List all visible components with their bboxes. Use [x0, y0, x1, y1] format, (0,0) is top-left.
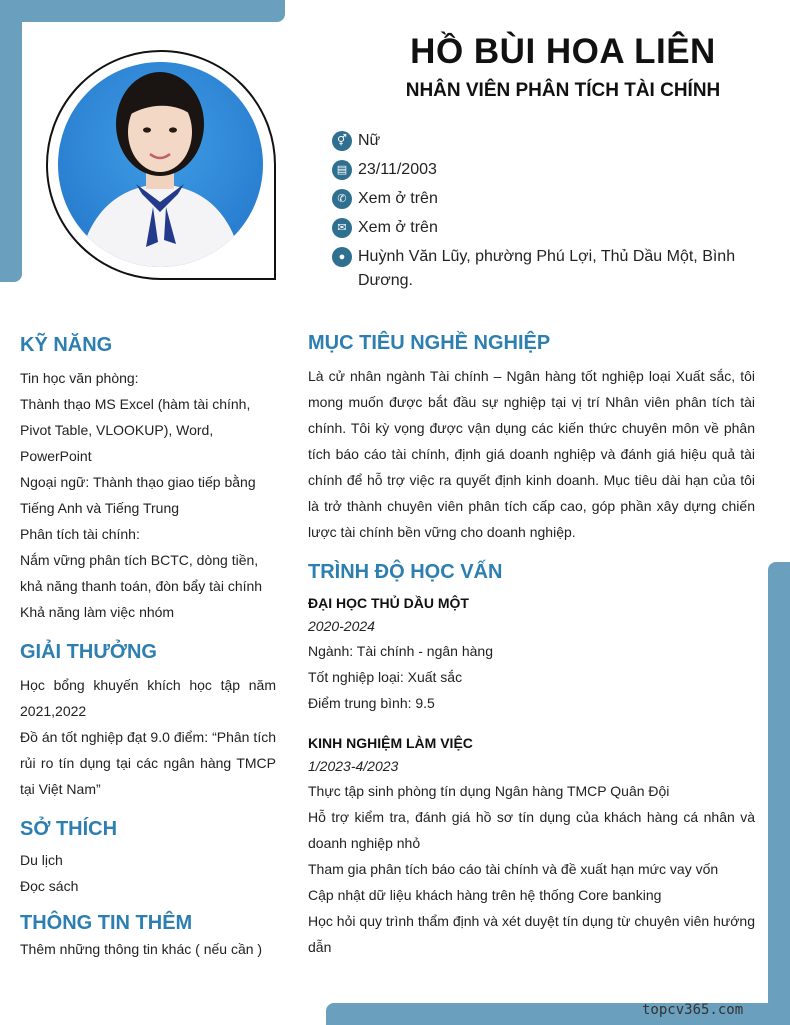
awards-list: [20, 672, 276, 802]
extra-info-section: [20, 912, 276, 962]
experience-details: [308, 778, 755, 960]
portrait-illustration: [58, 62, 263, 267]
hobbies-heading: SỞ THÍCH: [20, 818, 118, 840]
contact-birthdate: [332, 158, 752, 182]
extra-info-heading: THÔNG TIN THÊM: [20, 912, 193, 934]
education-item: Tốt nghiệp loại: Xuất sắc: [308, 669, 463, 685]
education-years: 2020-2024: [308, 618, 375, 634]
experience-period: 1/2023-4/2023: [308, 758, 399, 774]
skill-item: Nắm vững phân tích BCTC, dòng tiền, khả năng thanh toán, đòn bẩy tài chính: [20, 552, 263, 594]
contact-address: [332, 245, 752, 293]
objective-text: Là cử nhân ngành Tài chính – Ngân hàng tốt nghiệp loại Xuất sắc, tôi mong muốn được bắt đầu sự nghiệp tại vị trí Nhân viên phân tích tài chính. Tôi kỳ vọng được vận dụng các kiến thức chuyên môn về phân tích báo cáo tài chính, định giá doanh nghiệp và đánh giá hiệu quả tài chính để hỗ trợ việc ra quyết định kinh doanh. Mục tiêu dài hạn của tôi là trở thành chuyên viên phân tích cấp cao, góp phần xây dựng chiến lược tài chính bền vững cho doanh nghiệp.: [308, 368, 755, 540]
email-value: Xem ở trên: [358, 219, 438, 236]
education-heading: TRÌNH ĐỘ HỌC VẤN: [308, 561, 503, 583]
objective-heading: MỤC TIÊU NGHỀ NGHIỆP: [308, 332, 551, 354]
education-item: Ngành: Tài chính - ngân hàng: [308, 643, 493, 659]
hobbies-list: [20, 847, 276, 899]
email-icon: ✉: [332, 218, 352, 238]
education-section: [308, 561, 755, 716]
birthdate-value: 23/11/2003: [358, 161, 437, 178]
award-item: Học bổng khuyến khích học tập năm 2021,2022: [20, 677, 276, 719]
candidate-name: HỒ BÙI HOA LIÊN: [410, 32, 716, 71]
extra-info-text: Thêm những thông tin khác ( nếu cần ): [20, 941, 263, 957]
hobby-item: Đọc sách: [20, 878, 79, 894]
experience-item: Thực tập sinh phòng tín dụng Ngân hàng TMCP Quân Đội: [308, 783, 670, 799]
contact-email: [332, 216, 752, 240]
calendar-icon: ▤: [332, 160, 352, 180]
education-item: Điểm trung bình: 9.5: [308, 695, 435, 711]
address-value: Huỳnh Văn Lũy, phường Phú Lợi, Thủ Dầu Một, Bình Dương.: [358, 248, 736, 289]
skill-item: Thành thạo MS Excel (hàm tài chính, Pivot Table, VLOOKUP), Word, PowerPoint: [20, 396, 251, 464]
awards-heading: GIẢI THƯỞNG: [20, 641, 157, 663]
experience-heading: KINH NGHIỆM LÀM VIỆC: [308, 735, 473, 751]
location-icon: ●: [332, 247, 352, 267]
skills-section: [20, 334, 276, 625]
skill-item: Khả năng làm việc nhóm: [20, 604, 175, 620]
contact-phone: [332, 187, 752, 211]
objective-section: [308, 332, 755, 545]
contact-info: [332, 129, 752, 298]
experience-item: Cập nhật dữ liệu khách hàng trên hệ thống Core banking: [308, 887, 662, 903]
skill-item: Phân tích tài chính:: [20, 526, 140, 542]
skill-item: Ngoại ngữ: Thành thạo giao tiếp bằng Tiếng Anh và Tiếng Trung: [20, 474, 256, 516]
contact-gender: [332, 129, 752, 153]
phone-value: Xem ở trên: [358, 190, 438, 207]
education-details: [308, 638, 755, 716]
skill-item: Tin học văn phòng:: [20, 370, 139, 386]
award-item: Đồ án tốt nghiệp đạt 9.0 điểm: “Phân tích rủi ro tín dụng tại các ngân hàng TMCP tại Việt Nam”: [20, 729, 276, 797]
skills-list: [20, 365, 276, 625]
experience-section: [308, 732, 755, 960]
watermark: topcv365.com: [642, 1002, 744, 1018]
school-name: ĐẠI HỌC THỦ DẦU MỘT: [308, 595, 469, 611]
phone-icon: ✆: [332, 189, 352, 209]
experience-item: Tham gia phân tích báo cáo tài chính và đề xuất hạn mức vay vốn: [308, 861, 719, 877]
decor-top-bar: [0, 0, 285, 22]
experience-item: Hỗ trợ kiểm tra, đánh giá hồ sơ tín dụng của khách hàng cá nhân và doanh nghiệp nhỏ: [308, 809, 755, 851]
decor-left-bar: [0, 0, 22, 282]
gender-value: Nữ: [358, 132, 381, 149]
awards-section: [20, 641, 276, 802]
skills-heading: KỸ NĂNG: [20, 334, 113, 356]
hobby-item: Du lịch: [20, 852, 63, 868]
profile-photo: [58, 62, 263, 267]
job-title: NHÂN VIÊN PHÂN TÍCH TÀI CHÍNH: [405, 80, 721, 101]
experience-item: Học hỏi quy trình thẩm định và xét duyệt tín dụng từ chuyên viên hướng dẫn: [308, 913, 755, 955]
decor-right-bar: [768, 562, 790, 1025]
gender-icon: ⚥: [332, 131, 352, 151]
hobbies-section: [20, 818, 276, 899]
